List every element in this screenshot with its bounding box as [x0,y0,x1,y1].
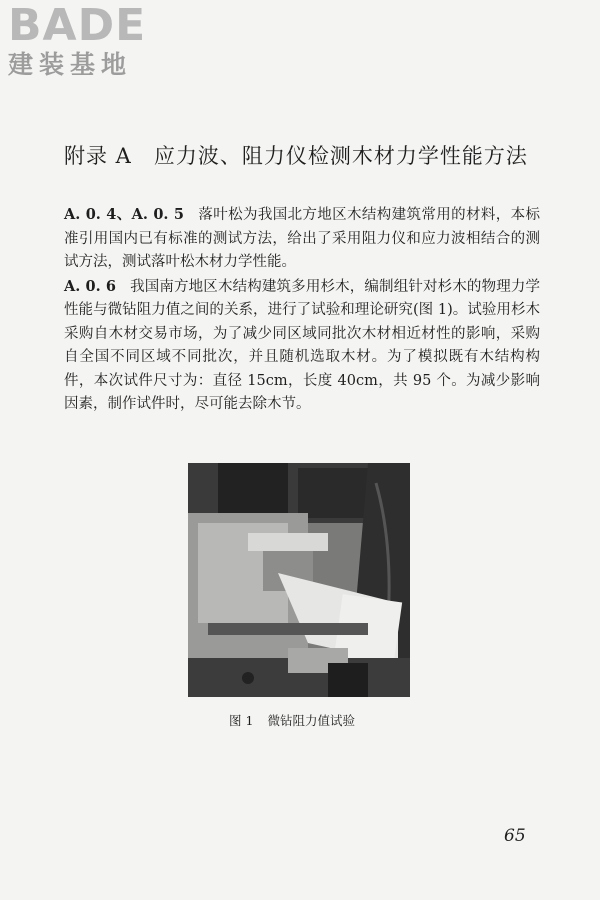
paragraph-a06 [64,275,540,417]
paragraph-text: 我国南方地区木结构建筑多用杉木，编制组针对杉木的物理力学性能与微钻阻力值之间的关系，进行了试验和理论研究(图 1)。试验用杉木采购自木材交易市场，为了减少同区域同批次木材相近材性的影响，采购自全国不同区域不同批次，并且随机选取木材。为了模拟既有木结构构件，本次试件尺寸为：直径 15cm，长度 40cm，共 95 个。为减少影响因素，制作试件时，尽可能去除木节。 [64,278,541,412]
clause-number: A. 0. 4、A. 0. 5 [64,206,184,223]
figure-caption [229,711,355,729]
logo-wordmark: BADE [8,0,147,51]
paragraph-a04-a05 [64,203,540,275]
body-text [64,203,540,417]
page-number: 65 [504,826,526,846]
clause-number: A. 0. 6 [64,277,116,295]
logo-subtitle: 建装基地 [8,50,133,79]
figure-caption-text: 微钻阻力值试验 [267,713,355,728]
page-title: 附录 A 应力波、阻力仪检测木材力学性能方法 [64,144,528,168]
logo [8,2,188,80]
figure-photo [188,463,410,697]
figure-number: 图 1 [229,713,254,728]
test-apparatus-photo [188,463,410,697]
paragraph-text: 落叶松为我国北方地区木结构建筑常用的材料，本标准引用国内已有标准的测试方法，给出了采用阻力仪和应力波相结合的测试方法，测试落叶松木材力学性能。 [64,207,540,270]
